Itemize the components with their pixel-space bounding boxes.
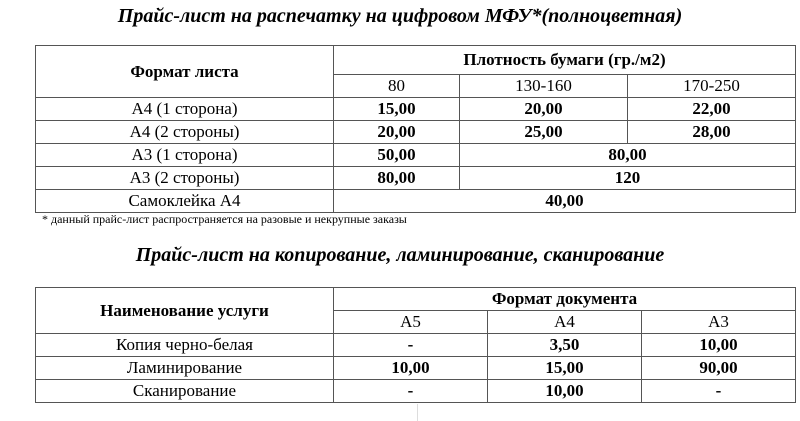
density-170-250: 170-250 (628, 75, 796, 98)
price-cell: 20,00 (460, 98, 628, 121)
service-column-header: Наименование услуги (36, 288, 334, 334)
print-price-title: Прайс-лист на распечатку на цифровом МФУ*(полноцветная) (117, 5, 683, 27)
format-column-header: Формат листа (36, 46, 334, 98)
density-column-header: Плотность бумаги (гр./м2) (334, 46, 796, 75)
price-cell: - (334, 380, 488, 403)
price-cell: 10,00 (642, 334, 796, 357)
price-cell: 40,00 (334, 190, 796, 213)
price-cell: 120 (460, 167, 796, 190)
row-label: Самоклейка А4 (36, 190, 334, 213)
row-label: А3 (1 сторона) (36, 144, 334, 167)
row-label: Ламинирование (36, 357, 334, 380)
price-cell: 10,00 (334, 357, 488, 380)
format-column-header: Формат документа (334, 288, 796, 311)
print-price-table (35, 45, 796, 213)
price-cell: 80,00 (334, 167, 460, 190)
table-row (36, 167, 796, 190)
row-label: Копия черно-белая (36, 334, 334, 357)
price-cell: 90,00 (642, 357, 796, 380)
table-header-row (36, 288, 796, 311)
table-row (36, 334, 796, 357)
price-cell: 3,50 (488, 334, 642, 357)
price-cell: 28,00 (628, 121, 796, 144)
table-row (36, 380, 796, 403)
table-row (36, 357, 796, 380)
copy-price-table (35, 287, 796, 403)
row-label: А4 (1 сторона) (36, 98, 334, 121)
table-row (36, 144, 796, 167)
price-cell: 10,00 (488, 380, 642, 403)
price-cell: 20,00 (334, 121, 460, 144)
divider (417, 404, 418, 421)
price-cell: 22,00 (628, 98, 796, 121)
table-row (36, 121, 796, 144)
row-label: А3 (2 стороны) (36, 167, 334, 190)
row-label: Сканирование (36, 380, 334, 403)
price-cell: 15,00 (334, 98, 460, 121)
density-80: 80 (334, 75, 460, 98)
footnote: * данный прайс-лист распространяется на разовые и некрупные заказы (42, 212, 407, 226)
table-row (36, 190, 796, 213)
row-label: А4 (2 стороны) (36, 121, 334, 144)
format-a3: А3 (642, 311, 796, 334)
table-header-row (36, 46, 796, 75)
price-cell: 15,00 (488, 357, 642, 380)
format-a4: А4 (488, 311, 642, 334)
price-cell: 25,00 (460, 121, 628, 144)
price-cell: 80,00 (460, 144, 796, 167)
price-cell: - (642, 380, 796, 403)
price-cell: 50,00 (334, 144, 460, 167)
format-a5: А5 (334, 311, 488, 334)
density-130-160: 130-160 (460, 75, 628, 98)
copy-price-title: Прайс-лист на копирование, ламинирование, сканирование (135, 244, 665, 266)
table-row (36, 98, 796, 121)
price-cell: - (334, 334, 488, 357)
